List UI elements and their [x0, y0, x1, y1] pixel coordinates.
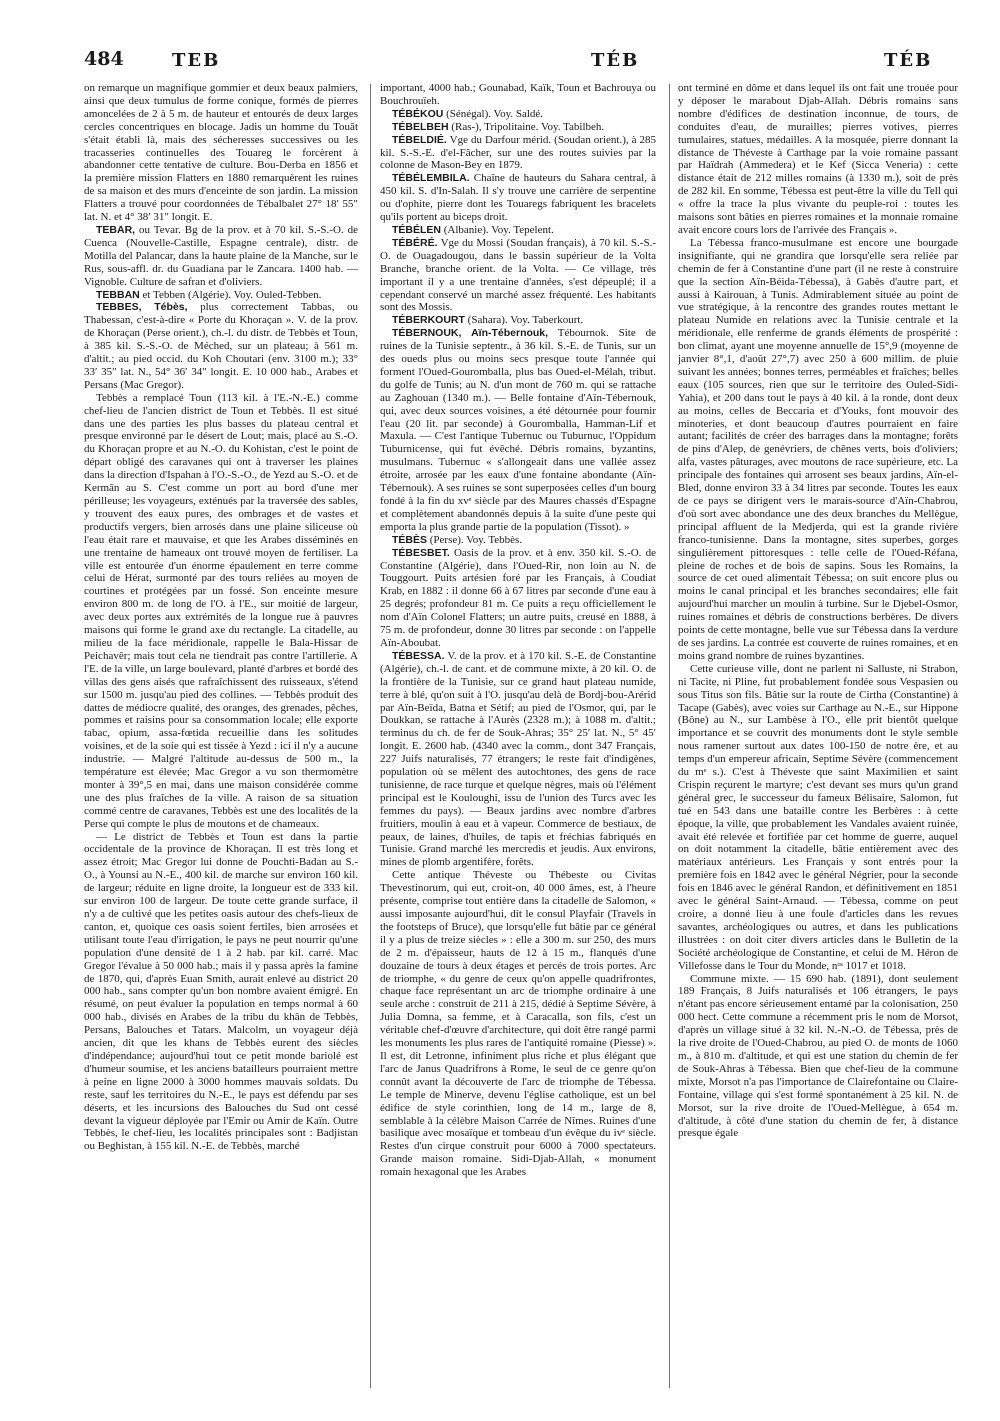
running-head-left: TEB	[172, 50, 221, 71]
dictionary-entry	[380, 134, 656, 173]
paragraph	[678, 82, 958, 237]
entry-text: ont terminé en dôme et dans lequel ils ont fait une trouée pour y déposer le marabout Djab-Allah. Débris romains sans nombre d'édifices de destination inconnue, de tours, de conduites d'eau, de murailles; pierres votives, pierres tumulaires, statues, médailles. A la mosquée, pierre donnant la distance de Théveste à Carthage par la voie romaine passant par Haïdrah (Ammedera) et le Kef (Sicca Veneria) : cette distance était de 212 milles romains (à 1330 m.), soit de près de 282 kil. En somme, Tébessa est peut-être la ville du Tell qui « offre la trace la plus vivante du peuple-roi : toutes les maisons sont bâties en pierres romaines et la monnaie romaine avait encore cours lors de l'arrivée des Français ».	[678, 82, 958, 236]
entry-text: Tebbès a remplacé Toun (113 kil. à l'E.-N.-E.) comme chef-lieu de l'ancien district de Toun et Tebbès. Il est situé dans une des parties les plus basses du plateau central et presque environné par le désert de Lout; mais, placé au S.-O. du Khoraçan propre et au N.-O. du Kohistan, c'est le point de départ obligé des caravanes qui ont à traverser les plaines dans la direction d'Ispahan à l'O.-S.-O., de Yezd au S.-O. et de Kermân au S. C'est comme un port au bord d'une mer périlleuse; les voyageurs, exténués par la traversée des sables, y trouvent des eaux pures, des ombrages et de vastes et productifs vergers, bien arrosés dans une plaine siliceuse où l'eau était rare et mauvaise, et que les Arabes disséminés en une trentaine de hameaux ont trouvé moyen de fertiliser. La ville est entourée d'un énorme épaulement en terre comme celui de Hérat, surmonté par des tours reliées au moyen de courtines et protégées par un fossé. Son enceinte mesure environ 800 m. de long de l'O. à l'E., sur moitié de largeur, avec deux portes aux extrémités de la longue rue à pauvres maisons qui forme le grand axe du rectangle. La citadelle, au milieu de la face méridionale, rappelle le Bala-Hissar de Peichavêr; mais tout cela ne tiendrait pas contre l'artillerie. A l'E. de la ville, un large boulevard, planté d'arbres et bordé des villas des gens aisés que rafraîchissent des ruisseaux, s'étend sur 1500 m. jusqu'au pied des collines. — Tebbès produit des dattes de médiocre qualité, des oranges, des grenades, pêches, pommes et raisins pour sa consommation locale; elle exporte tabac, opium, assa-fœtida recueillie dans les solitudes voisines, et de la soie qui est tissée à Yezd : ici il n'y a aucune industrie. — Malgré l'altitude au-dessus de 500 m., la température est élevée; Mac Gregor a vu son thermomètre monter à 39°,5 en mai, dans une maison considérée comme une des plus fraîches de la ville. A raison de sa situation commé centre de caravanes, Tebbès est une des localités de la Perse qui compte le plus de moutons et de chameaux.	[84, 391, 358, 830]
entry-text: V. de la prov. et à 170 kil. S.-E. de Constantine (Algérie), ch.-l. de cant. et de commune mixte, à 20 kil. O. de la frontière de la Tunisie, sur ce grand haut plateau numide, terre à blé, qu'on suit à l'O. jusqu'au delà de Bordj-bou-Arérid par Aïn-Beïda, Batna et Sétif; au pied de l'Osmor, qui, par le Doukkan, se rattache à l'Aurès (2328 m.); à 1088 m. d'altit.; terminus du ch. de fer de Souk-Ahras; 35° 25′ lat. N., 5° 45′ longit. E. 2600 hab. (4340 avec la comm., dont 347 Français, 227 Juifs naturalisés, 77 étrangers; le reste fait d'indigènes, population où se mêlent des autochtones, des gens de race tunisienne, de race turque et quelque nègres, mais où l'élément principal est le Kouloughi, issu de l'union des Turcs avec les femmes du pays). — Beaux jardins avec nombre d'arbres fruitiers, moulin à eau et à vapeur. Commerce de bestiaux, de peaux, de laines, d'huiles, de tapis et fréchias fabriqués en Tunisie. Grand marché les mercredis et jeudis. Aux environs, mines de plomb argentifère, forêts.	[380, 649, 656, 869]
entry-headword: TÉBERNOUK, Aïn-Tébernouk,	[392, 327, 549, 340]
entry-text: important, 4000 hab.; Gounabad, Kaïk, Toun et Bachrouya ou Bouchrouïeh.	[380, 82, 656, 107]
entry-headword: TÉBERKOURT	[392, 314, 465, 327]
entry-headword: TÉBÉLEMBILA.	[392, 172, 470, 185]
entry-text: Tébournok. Site de ruines de la Tunisie septentr., à 36 kil. S.-E. de Tunis, sur un des oueds plus ou moins secs presque toute l'année qui forment l'Oued-Gouromballa, plus bas Oued-el-Mélah, tribut. du golfe de Tunis; au N. d'un mont de 760 m. qui se rattache au Zaghouan (1340 m.). — Belle fontaine d'Aïn-Tébernouk, qui, avec deux sources voisines, a été détournée pour fournir l'eau (20 lit. par seconde) à Gouromballa, Hamman-Lif et Maxula. — C'est l'antique Tubernuc ou Tuburnuc, l'Oppidum Tuburnicense, qui fut évêché. Débris romains, byzantins, musulmans. Tubernuc « s'allongeait dans une vallée assez étroite, arrosée par les eaux d'une fontaine abondante (Aïn-Tébernouk). A ses ruines se sont superposées celles d'un bourg fondé à la fin du xvᵉ siècle par des Maures chassés d'Espagne et complètement abandonnés depuis à la suite d'une peste qui emporta la plus grande partie de la population (Tissot). »	[380, 327, 656, 533]
paragraph	[678, 973, 958, 1141]
entry-text: Cette curieuse ville, dont ne parlent ni Salluste, ni Strabon, ni Tacite, ni Pline, fut probablement fondée sous Vespasien ou sous Titus son fils. Bâtie sur la route de Cirtha (Constantine) à Tacape (Gabès), avec voies sur Carthage au N.-E., sur Hippone (Bône) au N., sur Lambèse à l'O., elle prit bientôt quelque importance et se couvrit des monuments dont le style semble nous ramener surtout aux dates 100-150 de notre ère, et au temps d'un empereur africain, Septime Sévère (commencement du mᵉ s.). C'est à Théveste que saint Maximilien et saint Crispin reçurent le martyre; c'est devant ses murs qu'un grand général grec, le successeur du fameux Bélisaire, Salomon, fut tué en 543 dans une bataille contre les Berbères : à cette époque, la ville, que probablement les Vandales avaient ruinée, avait été relevée et fortifiée par cet homme de guerre, auquel on doit notamment la citadelle, bâtie entièrement avec des matériaux antérieurs. Les Français y sont entrés pour la première fois en 1842 avec le général Négrier, pour la seconde fois en 1846 avec le général Randon, et définitivement en 1851 avec le général Saint-Arnaud. — Tébessa, comme on peut croire, a donné lieu à une foule d'articles dans les revues savantes, archéologiques ou autres, et dans les publications illustrées : on doit citer divers articles dans le Bulletin de la Société archéologique de Constantine, et celui de M. Héron de Villefosse dans le Tour du Monde, nᵒˢ 1017 et 1018.	[678, 662, 958, 972]
dictionary-entry	[84, 224, 358, 289]
running-head-right: TÉB	[884, 50, 933, 71]
dictionary-entry	[380, 534, 656, 547]
entry-headword: TEBBAN	[96, 288, 140, 301]
entry-text: on remarque un magnifique gommier et deux beaux palmiers, ainsi que deux tumulus de forme conique, formés de pierres amoncelées de 2 à 5 m. de hauteur et entourés de deux larges cercles concentriques en blocage. Jadis un homme du Touât s'était établi là, mais des sécheresses successives ou les tracasseries continuelles des Touareg le forcèrent à abandonner cette tentative de culture. Bou-Derba en 1856 et la première mission Flatters en 1880 remarquèrent les ruines de sa maison et des murs d'enceinte de son jardin. La mission Flatters a trouvé pour coordonnées de Tébalbalet 27° 18′ 55″ lat. N. et 4° 38′ 31″ longit. E.	[84, 82, 358, 224]
paragraph	[84, 82, 358, 224]
paragraph	[678, 663, 958, 973]
entry-text: et Tebben (Algérie). Voy. Ouled-Tebben.	[142, 288, 322, 301]
dictionary-entry	[380, 547, 656, 650]
page-number: 484	[84, 48, 124, 70]
dictionary-entry	[380, 314, 656, 327]
entry-headword: TÉBELDIÉ.	[392, 133, 447, 146]
column-left	[84, 82, 358, 1392]
dictionary-entry	[380, 224, 656, 237]
column-middle	[380, 82, 656, 1392]
entry-text: (Ras-), Tripolitaine. Voy. Tabilbeh.	[451, 120, 605, 133]
paragraph	[84, 392, 358, 831]
dictionary-entry	[84, 289, 358, 302]
paragraph	[380, 869, 656, 1179]
entry-text: ou Tevar. Bg de la prov. et à 70 kil. S.-S.-O. de Cuenca (Nouvelle-Castille, Espagne centrale), distr. de Motilla del Palancar, dans la haute plaine de la Manche, sur le Rus, sous-affl. dr. du Guadiana par le Zancara. 1400 hab. — Vignoble. Culture de safran et d'oliviers.	[84, 223, 358, 288]
dictionary-entry	[380, 172, 656, 224]
entry-headword: TEBAR,	[96, 223, 136, 236]
entry-text: Cette antique Théveste ou Thébeste ou Civitas Thevestinorum, qui eut, croit-on, 40 000 âmes, est, à l'heure présente, comprise tout entière dans la citadelle de Salomon, « aussi imposante aujourd'hui, dit le consul Playfair (Travels in the footsteps of Bruce), que lorsqu'elle fut bâtie par ce général il y a plus de treize siècles » : elle a 300 m. sur 250, des murs de 2 m. d'épaisseur, hauts de 12 à 15 m., flanqués d'une douzaine de tours à deux étages et percés de trois portes. Arc de triomphe, « du genre de ceux qu'on appelle quadrifrontes, chaque face représentant un arc de triomphe ordinaire à une seule arche : construit de 211 à 215, dédié à Septime Sévère, à Julia Domna, sa femme, et à Caracalla, son fils, c'est un véritable chef-d'œuvre d'architecture, qui doit être rangé parmi les monuments les plus rares de l'antiquité romaine (Piesse) ». Il est, dit Letronne, infiniment plus riche et plus élégant que l'arc de Janus Quadrifrons à Rome, le seul de ce genre qu'on connût avant la découverte de l'arc de triomphe de Tébessa. Le temple de Minerve, devenu l'église catholique, est un bel édifice de style corinthien, long de 14 m., large de 8, semblable à la célèbre Maison Carrée de Nîmes. Ruines d'une basilique avec mosaïque et tombeau d'un évêque du ivᵉ siècle. Restes d'un cirque construit pour 6000 à 7000 spectateurs. Grande maison romaine. Sidi-Djab-Allah, « monument romain hexagonal que les Arabes	[380, 869, 656, 1179]
entry-text: (Sahara). Voy. Taberkourt.	[467, 314, 584, 327]
paragraph	[84, 831, 358, 1154]
entry-headword: TEBBES, Tébès,	[96, 301, 188, 314]
entry-headword: TÉBÉRÉ.	[392, 236, 438, 249]
entry-text: Vge du Mossi (Soudan français), à 70 kil. S.-S.-O. de Ouagadougou, dans le bassin supérieur de la Volta Branche, branche orient. de la Volta. — Ce village, très important il y a une trentaine d'années, s'est dépeuplé; il a cependant conservé un marché assez fréquenté. Les habitants sont des Mossis.	[380, 236, 656, 314]
paragraph	[380, 82, 656, 108]
text-columns	[84, 82, 964, 1392]
entry-text: — Le district de Tebbès et Toun est dans la partie occidentale de la province de Khoraçan. Il est très long et assez étroit; Mac Gregor lui donne de Pouchti-Badan au S.-O., à Younsi au N.-E., 400 kil. de marche sur environ 160 kil. de largeur; réduite en ligne droite, la longueur est de 333 kil. sur environ 100 de largeur. De toute cette grande surface, il n'y a de cultivé que les petites oasis autour des chefs-lieux de canton, et, quoique ces oasis soient fertiles, bien arrosées et utilisant toute l'eau d'irrigation, le pays ne peut nourrir qu'une population d'une densité de 1 à 2 hab. par kil. carré. Mac Gregor l'évalue à 50 000 hab.; mais il y passa après la famine de 1870, qui, d'après Euan Smith, aurait enlevé au district 20 000 hab., sans compter qu'un bon nombre avaient émigré. En résumé, on peut évaluer la population en temps normal à 60 000 hab., divisés en Arabes de la tribu du khân de Tebbès, Persans, Balouches et Tatars. Malcolm, un voyageur déjà ancien, dit que les khans de Tebbès eurent des siècles d'indépendance; aujourd'hui tout ce petit monde bariolé est d'humeur soumise, et les anciens batailleurs pourraient mettre à peine en ligne 2000 à 3000 hommes mauvais soldats. Du reste, sauf les territoires du N.-E., le pays est défendu par ses déserts, et les incursions des Balouches du Sud ont cessé devant la vigueur déployée par l'Emir ou Amir de Kaïn. Outre Tebbès, le chef-lieu, les localités principales sont : Badjistan ou Beghistan, à 155 kil. N.-E. de Tebbès, marché	[84, 830, 358, 1153]
entry-text: Commune mixte. — 15 690 hab. (1891), dont seulement 189 Français, 8 Juifs naturalisés et 106 étrangers, le pays n'étant pas encore sérieusement entamé par la colonisation, 250 000 hect. Cette commune a récemment pris le nom de Morsot, d'après un village situé à 32 kil. N.-N.-O. de Tébessa, près de la rive droite de l'Oued-Chabrou, au pied O. de monts de 1060 m., à 810 m. d'altitude, et qui est une station du chemin de fer de Souk-Ahras à Tébessa. Bien que chef-lieu de la commune mixte, Morsot n'a pas l'importance de Clairefontaine ou Claire-Fontaine, village qui s'est formé spontanément à 25 kil. N. de Morsot, sur la rive droite de l'Oued-Mellègue, à 654 m. d'altitude, à côté d'une station du chemin de fer, à distance presque égale	[678, 972, 958, 1140]
entry-text: plus correctement Tabbas, ou Thabessan, c'est-à-dire « Porte du Khoraçan ». V. de la prov. de Khoraçan (Perse orient.), ch.-l. du distr. de Tebbès et Toun, à 385 kil. S.-S.-O. de Méched, sur un plateau; à 561 m. d'altit.; au pied occid. du Koh Choutari (env. 3100 m.); 33° 33′ 35″ lat. N., 54° 36′ 34″ longit. E. 10 000 hab., Arabes et Persans (Mac Gregor).	[84, 301, 358, 391]
column-right	[678, 82, 958, 1392]
paragraph	[678, 237, 958, 663]
entry-headword: TÉBESBET.	[392, 546, 450, 559]
dictionary-entry	[380, 237, 656, 314]
dictionary-entry	[380, 650, 656, 869]
entry-text: Oasis de la prov. et à env. 350 kil. S.-O. de Constantine (Algérie), dans l'Oued-Rir, non loin au N. de Touggourt. Puits artésien foré par les Français, à Coudiat Krab, en 1882 : il donne 66 à 67 litres par seconde d'une eau à 25 degrés; profondeur 81 m. Ce puits a reçu officiellement le nom d'Aïn Colonel Flatters; un autre puits, creusé en 1888, à 75 m. de profondeur, donne 30 litres par seconde : on l'appelle Aïn-Aboubat.	[380, 546, 656, 649]
entry-text: Vge du Darfour mérid. (Soudan orient.), à 285 kil. S.-S.-E. d'el-Fâcher, sur une des routes suivies par la colonne de Mason-Bey en 1879.	[380, 133, 656, 172]
running-head-center: TÉB	[591, 50, 640, 71]
entry-headword: TÉBÈS	[392, 533, 428, 546]
dictionary-entry	[84, 301, 358, 391]
dictionary-entry	[380, 327, 656, 534]
entry-text: La Tébessa franco-musulmane est encore une bourgade insignifiante, qui ne grandira que lorsqu'elle sera reliée par chemin de fer à Constantine d'une part (il ne reste à construire que la section Aïn-Béida-Tébessa), à Gabès d'autre part, et aussi à Kairouan, à Tunis. Admirablement située au point de vue stratégique, à la rencontre des grandes routes mettant le plateau Numide en relations avec la Tunisie centrale et la méridionale, elle renferme de grands éléments de prospérité : bon climat, ayant une moyenne annuelle de 15°,9 (moyenne de janvier 8°,1, d'août 27°,7) avec 250 à 600 millim. de pluie suivant les années; bonnes terres, perméables et fraîches; belles eaux (105 sources, rien que sur le territoire des Ouled-Sidi-Yahia), et 200 dans tout le pays à 40 kil. à la ronde, dont deux au moins, celles de Beccaria et d'Youks, font mouvoir des minoteries, et dont beaucoup d'autres pourraient en faire autant; facilités de créer des barrages dans la montagne; forêts de pins d'Alep, de genévriers, de chênes verts, bois d'oliviers; alfa, vastes pâturages, avec moutons de race supérieure, etc. La principale des fontaines qui arrosent ses beaux jardins, Aïn-el-Bled, donne environ 33 à 34 litres par seconde. Toutes les eaux de ce pays se dirigent vers le marais-source d'Aïn-Chabrou, d'où sort avec abondance une des deux branches du Mellègue, principal affluent de la Medjerda, qui est la grande rivière franco-tunisienne. Dans la montagne, sites superbes, gorges singulièrement pittoresques : telle celle de l'Oued-Réfana, pleine de roches et de bois de sapins. Sous les Romains, la source de cet oued alimentait Tébessa; on suit encore plus ou moins le canal principal et les branches secondaires; elle fait aujourd'hui marcher un moulin à turbine. Sur le Djebel-Osmor, ruines romaines et débris de constructions berbères. De divers points de cette montagne, belle vue sur Tébessa dans la verdure de ses jardins. La contrée est couverte de ruines romaines, et en moins grand nombre de ruines byzantines.	[678, 236, 958, 662]
entry-headword: TÉBELBEH	[392, 120, 449, 133]
entry-headword: TÉBÉLEN	[392, 223, 442, 236]
page-header	[84, 48, 960, 76]
dictionary-entry	[380, 121, 656, 134]
entry-headword: TÉBÉKOU	[392, 107, 444, 120]
entry-text: (Albanie). Voy. Tepelent.	[443, 223, 554, 236]
entry-text: (Perse). Voy. Tebbès.	[429, 533, 523, 546]
entry-text: Chaîne de hauteurs du Sahara central, à 450 kil. S. d'In-Salah. Il s'y trouve une carrière de serpentine ou d'ophite, pierre dont les Touaregs fabriquent les bracelets qu'ils portent au biceps droit.	[380, 172, 656, 224]
entry-headword: TÉBESSA.	[392, 649, 445, 662]
entry-text: (Sénégal). Voy. Saldé.	[446, 107, 544, 120]
dictionary-entry	[380, 108, 656, 121]
